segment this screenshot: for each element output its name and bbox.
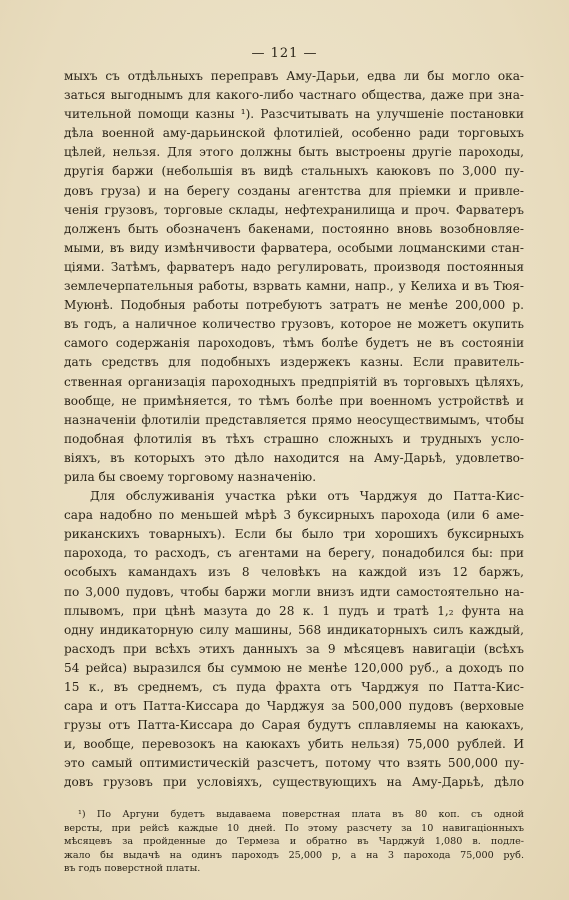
text-line: дать средствъ для подобныхъ издержекъ казны. Если правитель- [64, 355, 524, 370]
text-line: грузы отъ Патта-Киссара до Сарая будутъ сплавляемы на каюкахъ, [64, 718, 524, 733]
text-line: по 3,000 пудовъ, чтобы баржи могли внизъ идти самостоятельно на- [64, 584, 524, 599]
text-line: дѣла военной аму-дарьинской флотиліей, особенно ради торговыхъ [64, 126, 524, 141]
text-line: довъ груза) и на берегу созданы агентства для пріемки и привле- [64, 183, 524, 198]
text-line: 54 рейса) выразился бы суммою не менѣе 120,000 руб., а доходъ по [64, 660, 524, 675]
text-line: чительной помощи казны ¹). Разсчитывать на улучшеніе постановки [64, 107, 524, 122]
text-line: Для обслуживанія участка рѣки отъ Чарджуя до Патта-Кис- [90, 489, 524, 504]
text-line: заться выгоднымъ для какого-либо частнаго общества, даже при зна- [64, 88, 524, 103]
text-line: вообще, не примѣняется, то тѣмъ болѣе при военномъ устройствѣ и [64, 393, 524, 408]
text-line: это самый оптимистическій разсчетъ, потому что взять 500,000 пу- [64, 756, 524, 771]
text-line: въ годъ, а наличное количество грузовъ, которое не можетъ окупить [64, 317, 524, 332]
text-line: ственная организація пароходныхъ предпріятій въ торговыхъ цѣляхъ, [64, 374, 524, 389]
footnote-line: въ годъ поверстной платы. [64, 863, 201, 875]
text-line: мыхъ съ отдѣльныхъ переправъ Аму-Дарьи, едва ли бы могло ока- [64, 69, 524, 83]
text-line: плывомъ, при цѣнѣ мазута до 28 к. 1 пудъ и тратѣ 1,₂ фунта на [64, 603, 524, 618]
text-line: и, вообще, перевозокъ на каюкахъ убить нельзя) 75,000 рублей. И [64, 737, 524, 752]
text-line: сара надобно по меньшей мѣрѣ 3 буксирныхъ парохода (или 6 аме- [64, 508, 524, 523]
text-line: одну индикаторную силу машины, 568 индикаторныхъ силъ каждый, [64, 622, 524, 637]
text-line: Муюнѣ. Подобныя работы потребуютъ затратъ не менѣе 200,000 р. [64, 298, 524, 313]
text-line: долженъ быть обозначенъ бакенами, постоянно вновь возобновляе- [64, 221, 524, 236]
text-line: назначеніи флотиліи представляется прямо неосуществимымъ, чтобы [64, 412, 524, 427]
footnote-line: мѣсяцевъ за пройденные до Термеза и обратно въ Чарджуй 1,080 в. подле- [64, 836, 524, 848]
text-line: другія баржи (небольшія въ видѣ стальныхъ каюковъ по 3,000 пу- [64, 164, 524, 179]
text-line: риканскихъ товарныхъ). Если бы было три хорошихъ буксирныхъ [64, 527, 524, 542]
text-line: мыми, въ виду измѣнчивости фарватера, особыми лоцманскими стан- [64, 240, 524, 255]
text-line: рила бы своему торговому назначенію. [64, 469, 317, 484]
text-line: сара и отъ Патта-Киссара до Чарджуя за 500,000 пудовъ (верховые [64, 699, 524, 714]
footnote-line: ¹) По Аргуни будетъ выдаваема поверстная плата въ 80 коп. съ одной [78, 809, 524, 820]
page-number: — 121 — [251, 46, 318, 61]
text-line: особыхъ камандахъ изъ 8 человѣкъ на каждой изъ 12 баржъ, [64, 565, 524, 580]
text-line: расходъ при всѣхъ этихъ данныхъ за 9 мѣсяцевъ навигаціи (всѣхъ [64, 641, 524, 656]
text-line: парохода, то расходъ, съ агентами на берегу, понадобился бы: при [64, 546, 524, 561]
text-line: віяхъ, въ которыхъ это дѣло находится на Аму-Дарьѣ, удовлетво- [64, 450, 524, 465]
text-line: довъ грузовъ при условіяхъ, существующихъ на Аму-Дарьѣ, дѣло [64, 775, 524, 790]
text-line: ціями. Затѣмъ, фарватеръ надо регулировать, производя постоянныя [64, 259, 524, 274]
footnote-line: жало бы выдачѣ на одинъ пароходъ 25,000 р, а на 3 парохода 75,000 руб. [64, 849, 524, 861]
text-line: 15 к., въ среднемъ, съ пуда фрахта отъ Чарджуя по Патта-Кис- [64, 680, 524, 694]
text-line: цѣлей, нельзя. Для этого должны быть выстроены другіе пароходы, [64, 145, 524, 160]
main-text [64, 67, 524, 793]
text-line: землечерпательныя работы, взрвать камни, напр., у Келиха и въ Тюя- [64, 279, 524, 294]
footnote-line: версты, при рейсѣ каждые 10 дней. По этому разсчету за 10 навигаціонныхъ [64, 822, 524, 834]
footnote [64, 808, 524, 876]
text-line: самого содержанія пароходовъ, тѣмъ болѣе будетъ не въ состояніи [64, 336, 524, 351]
text-line: ченія грузовъ, торговые склады, нефтехранилища и проч. Фарватеръ [64, 202, 524, 217]
text-line: подобная флотилія въ тѣхъ страшно сложныхъ и трудныхъ усло- [64, 431, 524, 446]
